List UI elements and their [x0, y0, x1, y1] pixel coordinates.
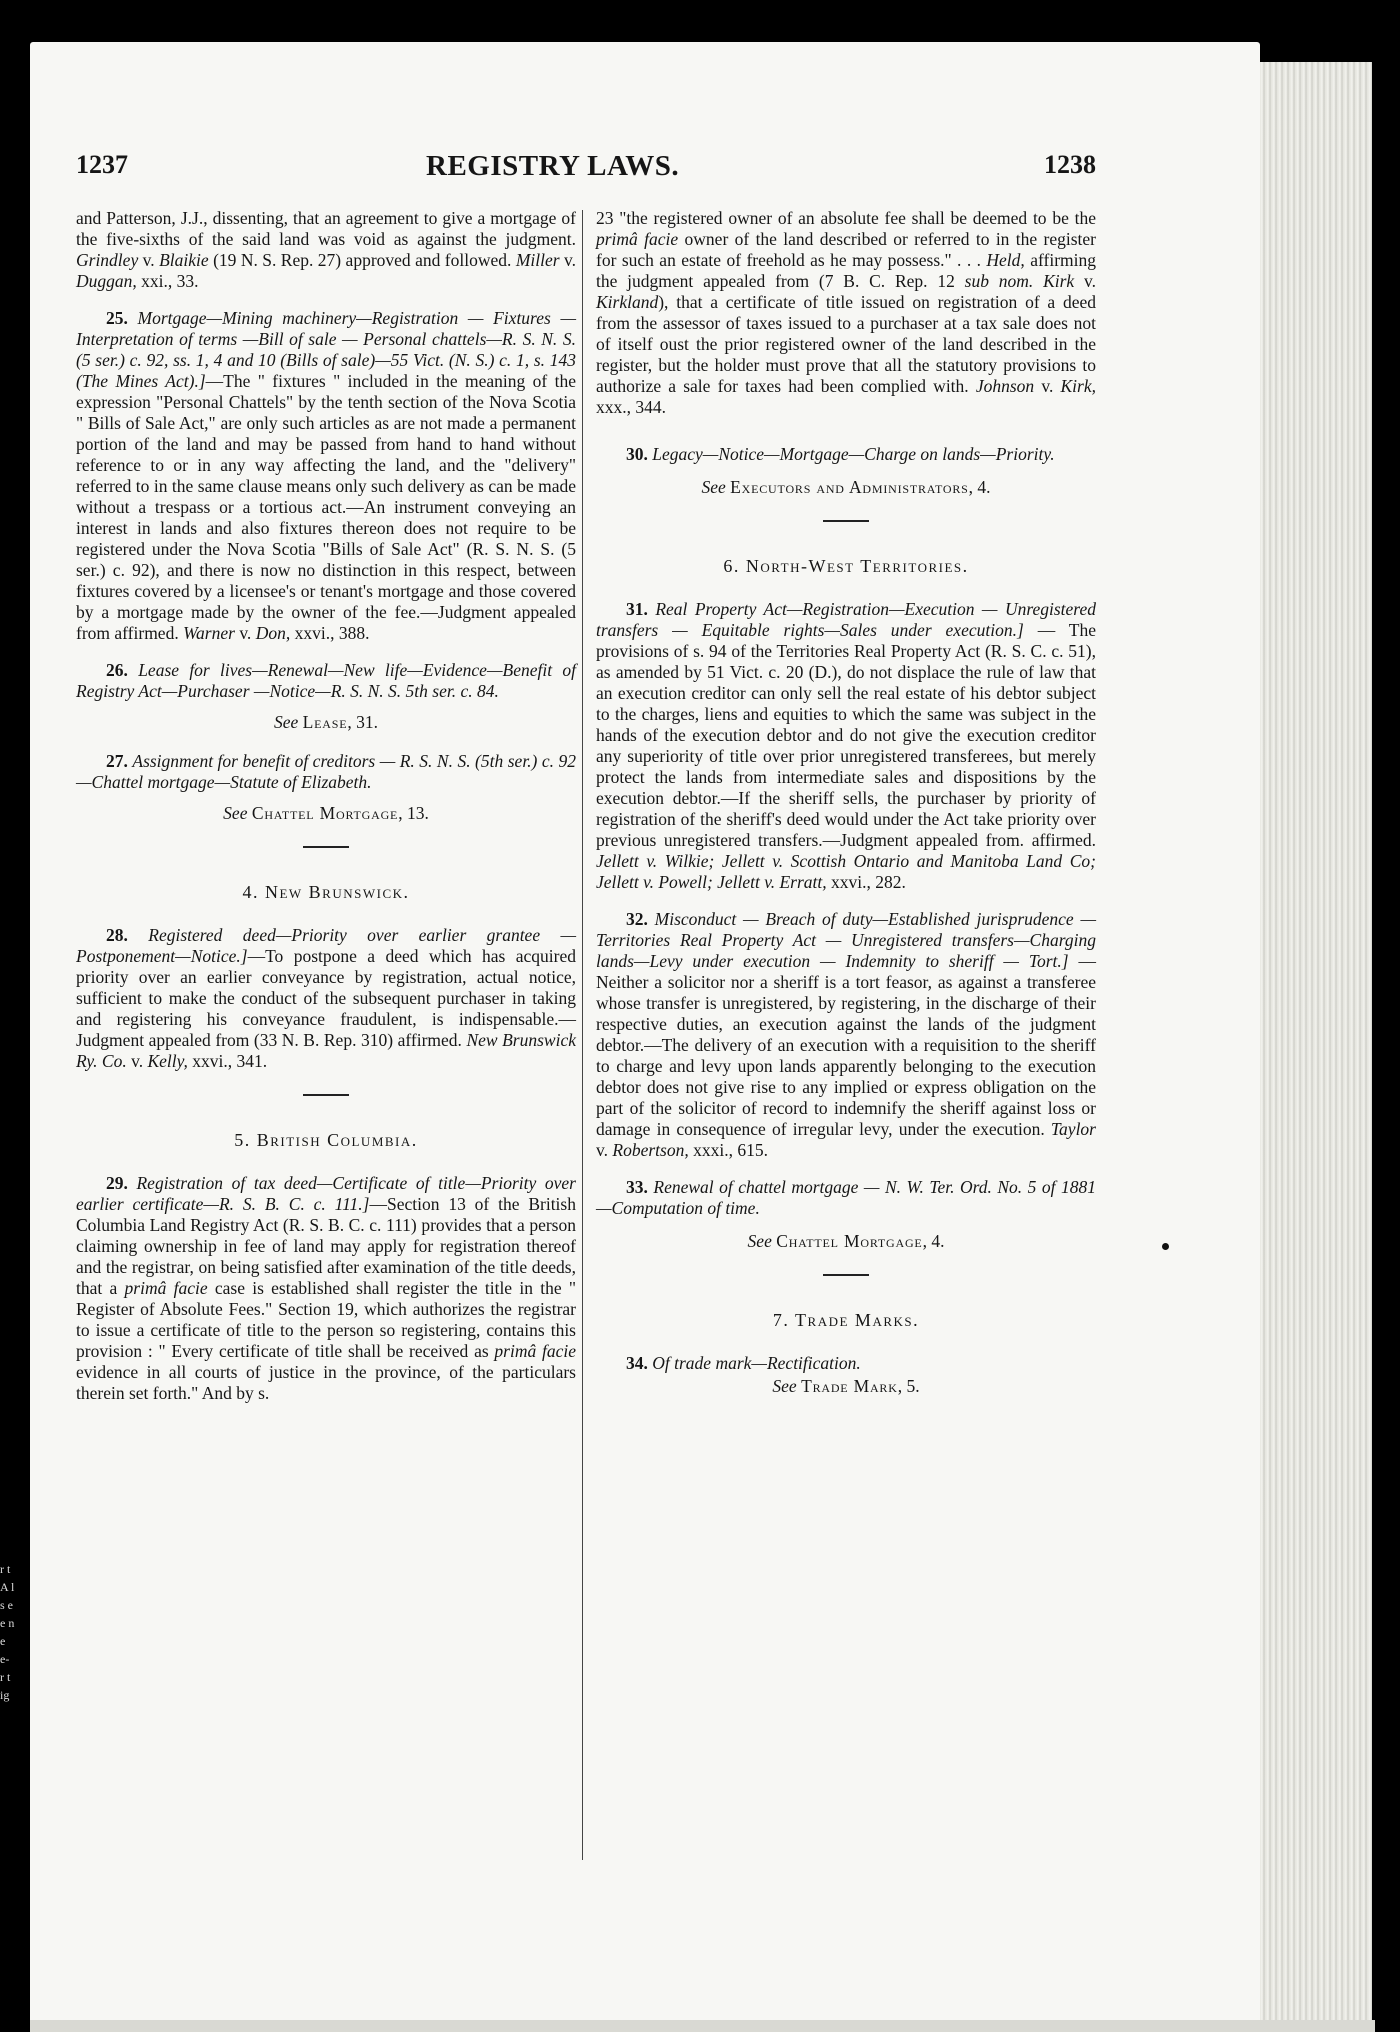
entry-32 [596, 909, 1096, 1161]
entry-heading: Of trade mark—Rectification. [652, 1353, 861, 1373]
column-divider [582, 210, 583, 1860]
entry-25 [76, 308, 576, 644]
versus: v. [559, 250, 576, 270]
see-word: See [747, 1231, 772, 1251]
see-reference [596, 1376, 1096, 1397]
see-word: See [701, 477, 726, 497]
latin-term: primâ facie [124, 1278, 208, 1298]
entry-number: 28. [106, 925, 149, 945]
entry-26 [76, 660, 576, 702]
section-heading: 7. Trade Marks. [772, 1310, 920, 1330]
see-word: See [223, 803, 248, 823]
see-number: , 5. [897, 1376, 920, 1396]
entry-31 [596, 599, 1096, 893]
running-title: REGISTRY LAWS. [426, 150, 680, 182]
see-word: See [772, 1376, 797, 1396]
case-name: Kirk, [1060, 376, 1096, 396]
case-name: Grindley [76, 250, 139, 270]
page-number-left: 1237 [76, 150, 128, 179]
held-word: Held, [986, 250, 1025, 270]
entry-29 [76, 1173, 576, 1404]
entry-text: and Patterson, J.J., dissenting, that an agreement to give a mortgage of the five-sixths of the said land was void as against the judgment. [76, 208, 576, 249]
ink-dot [1162, 1243, 1169, 1250]
citation: xxxi., 615. [688, 1140, 768, 1160]
case-name: sub nom. Kirk [964, 271, 1075, 291]
see-reference [596, 1231, 1096, 1252]
section-divider [303, 1094, 349, 1096]
entry-30 [596, 444, 1096, 465]
entry-continuation [596, 208, 1096, 418]
entry-text: (19 N. S. Rep. 27) approved and followed. [208, 250, 516, 270]
entry-heading: Lease for lives—Renewal—New life—Evidence—Benefit of Registry Act—Purchaser —Notice—R. S. N. S. 5th ser. c. 84. [76, 660, 576, 701]
entry-text: —To postpone a deed which has acquired priority over an earlier conveyance by registration, actual notice, sufficient to make the conduct of the subsequent purchaser in taking and registering his conveyance fraudulent, is indispensable.—Judgment appealed from (33 N. B. Rep. 310) affirmed. [76, 946, 576, 1050]
entry-text: 23 "the registered owner of an absolute fee shall be deemed to be the [596, 208, 1096, 228]
entry-number: 26. [106, 660, 139, 680]
case-name: Kirkland [596, 292, 659, 312]
entry-text: — The provisions of s. 94 of the Territories Real Property Act (R. S. C. c. 51), as amended by 51 Vict. c. 20 (D.), do not displace the rule of law that an execution creditor can only sell the real estate of his debtor subject to the charges, liens and equities to which the same was subject in the hands of the execution debtor and do not give the execution creditor any superiority of title over prior unregistered transferees, but merely protect the lands from intermediate sales and dispositions by the execution debtor.—If the sheriff sells, the purchaser by priority of registration of the sheriff's deed would under the Act take priority over previous unregistered transfers.—Judgment appealed from. affirmed. [596, 620, 1096, 850]
case-name: Johnson [975, 376, 1035, 396]
versus: v. [1074, 271, 1096, 291]
entry-number: 27. [106, 751, 133, 771]
citation: xxvi., 388. [290, 623, 370, 643]
see-reference [76, 803, 576, 824]
entry-heading: Registered deed—Priority over earlier grantee — Postponement—Notice.] [76, 925, 577, 966]
citation: xxvi., 341. [187, 1051, 268, 1071]
see-word: See [274, 712, 299, 732]
case-name: Blaikie [159, 250, 209, 270]
see-target: Chattel Mortgage [776, 1231, 923, 1251]
case-name: Warner [183, 623, 235, 643]
case-name: Taylor [1050, 1119, 1096, 1139]
section-divider [823, 1274, 869, 1276]
section-heading: 4. New Brunswick. [242, 882, 410, 902]
entry-text: case is established shall register the title in the " Register of Absolute Fees." Section 19, which authorizes the registrar to issue a certificate of title to the person so registering, contains this provision : " Every certificate of title shall be received as [76, 1278, 576, 1361]
entry-number: 34. [626, 1353, 653, 1373]
citation: xxx., 344. [596, 397, 666, 417]
section-heading: 5. British Columbia. [234, 1130, 418, 1150]
entry-continuation [76, 208, 576, 292]
latin-term: primâ facie [596, 229, 679, 249]
versus: v. [596, 1140, 613, 1160]
entry-text: ), that a certificate of title issued on registration of a deed from the assessor of taxes issued to a purchaser at a tax sale does not of itself oust the prior registered owner of the land described in the register, but the holder must prove that all the statutory provisions to authorize a sale for taxes had been complied with. [596, 292, 1096, 396]
entry-heading: Misconduct — Breach of duty—Established jurisprudence — Territories Real Property Act — Unregistered transfers—Charging lands—Levy under execution — Indemnity to sheriff — Tort.] [596, 909, 1097, 971]
section-divider [303, 846, 349, 848]
case-name: Jellett v. Wilkie; Jellett v. Scottish Ontario and Manitoba Land Co; Jellett v. Powell; Jellett v. Erratt, [596, 851, 1096, 892]
entry-heading: Registration of tax deed—Certificate of title—Priority over earlier certificate—R. S. B. C. c. 111.] [76, 1173, 576, 1214]
entry-heading: Legacy—Notice—Mortgage—Charge on lands—Priority. [652, 444, 1055, 464]
see-reference [596, 477, 1096, 498]
entry-text: owner of the land described or referred to in the register for such an estate of freehold as he may possess." . . . [596, 229, 1097, 270]
left-column [76, 208, 576, 1420]
section-heading: 6. North-West Territories. [723, 556, 969, 576]
entry-28 [76, 925, 576, 1072]
entry-number: 32. [626, 909, 655, 929]
see-reference [76, 712, 576, 733]
case-name: Duggan, [76, 271, 137, 291]
entry-33 [596, 1177, 1096, 1219]
right-column [596, 208, 1096, 1415]
entry-number: 31. [626, 599, 656, 619]
versus: v. [1034, 376, 1061, 396]
versus: v. [138, 250, 160, 270]
entry-text: — Neither a solicitor nor a sheriff is a tort feasor, as against a transferee whose transfer is unregistered, by registering, in the discharge of their respective duties, an execution against the lands of the judgment debtor.—The delivery of an execution with a requisition to the sheriff to charge and levy upon lands apparently belonging to the execution debtor does not give rise to any implied or express obligation on the part of the solicitor of record to indemnify the sheriff against loss or damage in consequence of irregular levy, under the execution. [596, 951, 1096, 1139]
see-number: , 4. [922, 1231, 945, 1251]
latin-term: primâ facie [494, 1341, 576, 1361]
entry-text: affirming the judgment appealed from (7 B. C. Rep. 12 [596, 250, 1096, 291]
see-number: , 4. [968, 477, 991, 497]
case-name: Kelly, [147, 1051, 188, 1071]
entry-heading: Assignment for benefit of creditors — R. S. N. S. (5th ser.) c. 92—Chattel mortgage—Statute of Elizabeth. [76, 751, 577, 792]
entry-heading: Real Property Act—Registration—Execution — Unregistered transfers — Equitable rights—Sales under execution.] [596, 599, 1096, 640]
entry-text: —Section 13 of the British Columbia Land Registry Act (R. S. B. C. c. 111) provides that a person claiming ownership in fee of land may apply for registration thereof and the registrar, on being satisfied after examination of the title deeds, that a [76, 1194, 576, 1298]
entry-text: —The " fixtures " included in the meaning of the expression "Personal Chattels" by the tenth section of the Nova Scotia " Bills of Sale Act," are only such articles as are not made a permanent portion of the land and may be passed from hand to hand without reference to or in any way affecting the land, and the "delivery" referred to in the same clause means only such delivery as can be made without a trespass or a tortious act.—An instrument conveying an interest in lands and also fixtures thereon does not require to be registered under the Nova Scotia "Bills of Sale Act" (R. S. N. S. (5 ser.) c. 92), and there is now no distinction in this respect, between fixtures covered by a licensee's or tenant's mortgage and those covered by a mortgage made by the owner of the fee.—Judgment appealed from affirmed. [76, 371, 576, 643]
entry-27 [76, 751, 576, 793]
versus: v. [126, 1051, 148, 1071]
page-header [76, 150, 1096, 190]
entry-number: 25. [106, 308, 138, 328]
page-edges [1260, 62, 1372, 2022]
facing-page-margin-marks: r t A l s e e n e e- r t ig [0, 1562, 15, 1702]
section-divider [823, 520, 869, 522]
citation: xxvi., 282. [826, 872, 906, 892]
page-number-right: 1238 [1044, 150, 1096, 179]
entry-34 [596, 1353, 1096, 1374]
entry-number: 30. [626, 444, 653, 464]
see-target: Executors and Administrators [730, 477, 969, 497]
see-target: Lease [302, 712, 348, 732]
page-bottom-edge [30, 2020, 1375, 2032]
case-name: Don, [255, 623, 291, 643]
entry-heading: Renewal of chattel mortgage — N. W. Ter. Ord. No. 5 of 1881—Computation of time. [596, 1177, 1097, 1218]
case-name: Miller [515, 250, 560, 270]
citation: xxi., 33. [136, 271, 199, 291]
see-number: , 31. [347, 712, 378, 732]
see-target: Chattel Mortgage [251, 803, 399, 823]
see-target: Trade Mark [801, 1376, 898, 1396]
versus: v. [234, 623, 256, 643]
entry-heading: Mortgage—Mining machinery—Registration — Fixtures — Interpretation of terms —Bill of sale — Personal chattels—R. S. N. S. (5 ser.) c. 92, ss. 1, 4 and 10 (Bills of sale)—55 Vict. (N. S.) c. 1, s. 143 (The Mines Act).] [76, 308, 576, 391]
see-number: , 13. [398, 803, 429, 823]
entry-number: 29. [106, 1173, 137, 1193]
entry-text: evidence in all courts of justice in the province, of the particulars therein set forth." And by s. [76, 1362, 576, 1403]
entry-number: 33. [626, 1177, 654, 1197]
case-name: New Brunswick Ry. Co. [76, 1030, 576, 1071]
case-name: Robertson, [612, 1140, 689, 1160]
